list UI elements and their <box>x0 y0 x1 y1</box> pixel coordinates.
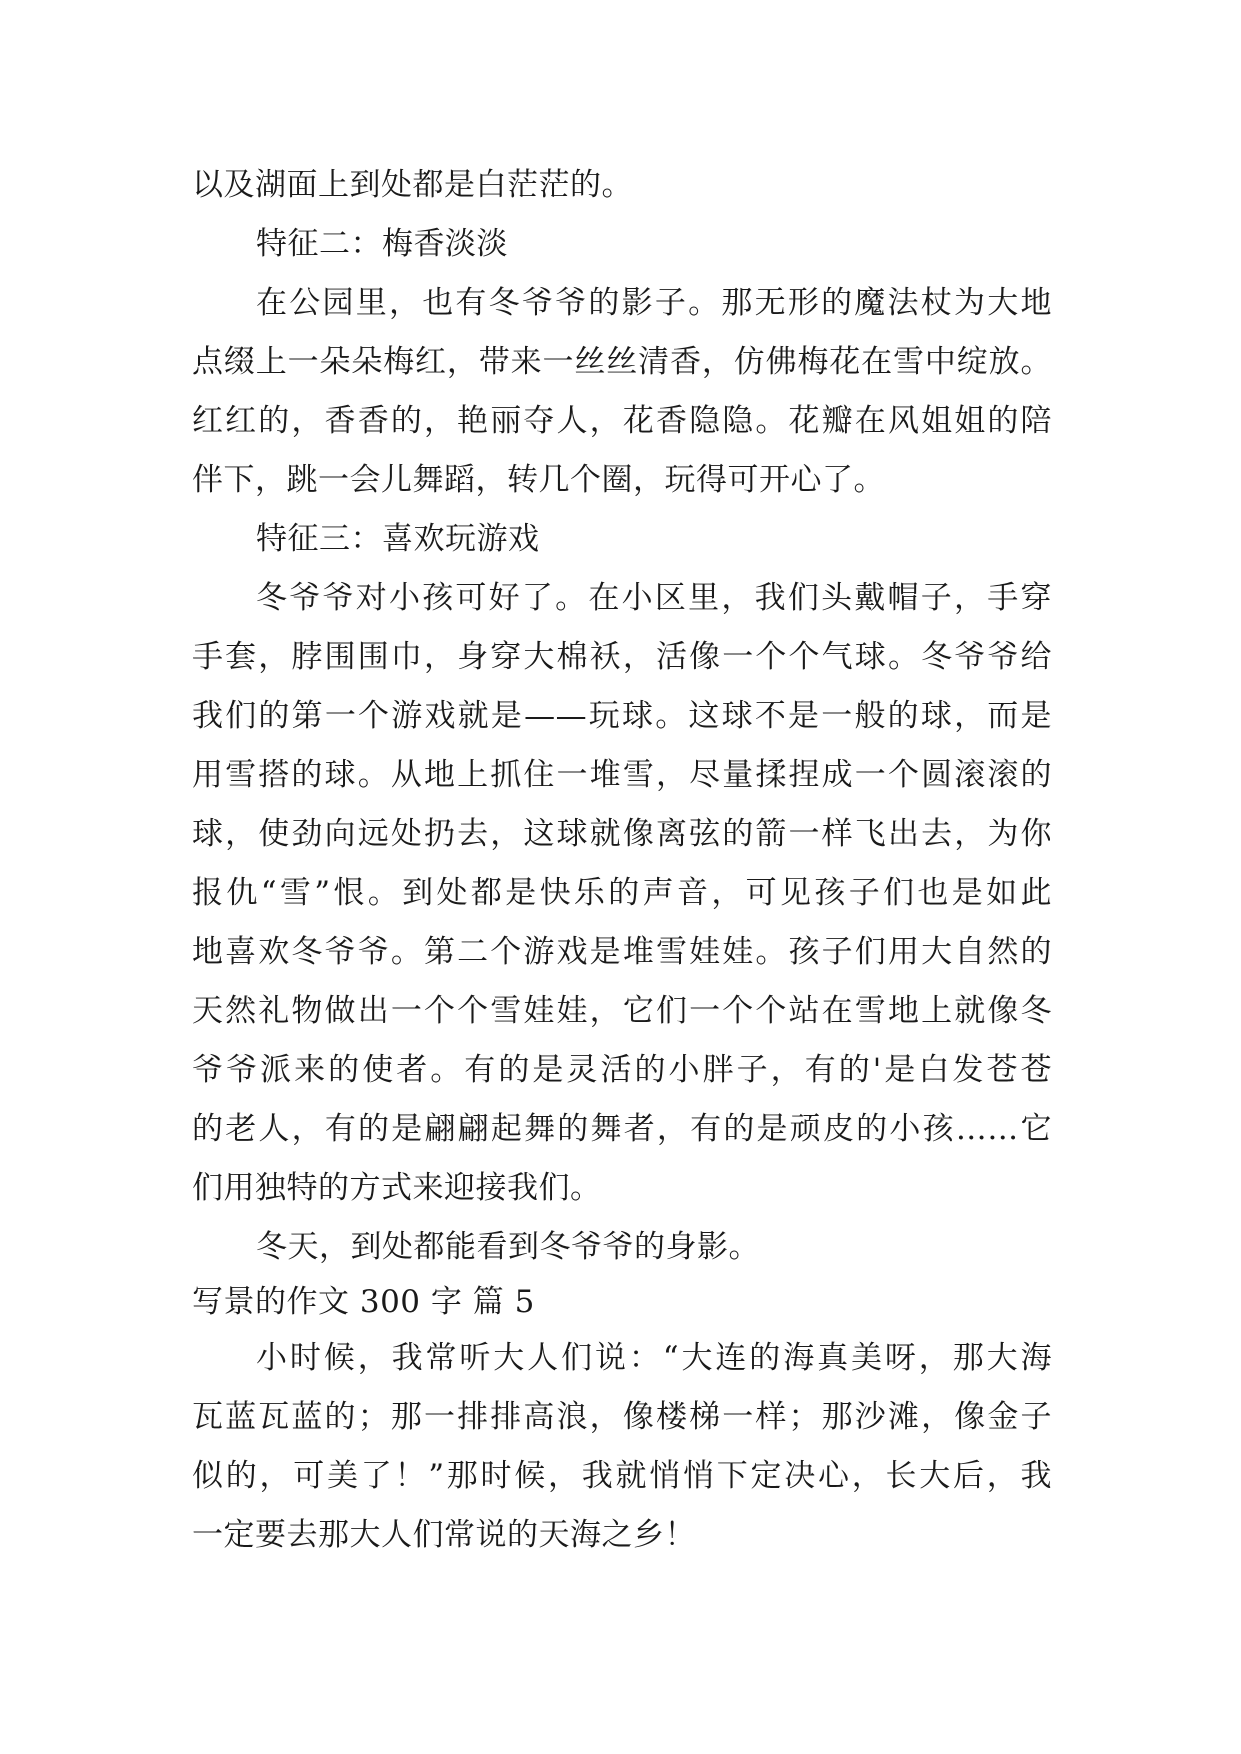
text-line: 红红的，香香的，艳丽夺人，花香隐隐。花瓣在风姐姐的陪 <box>192 403 1052 439</box>
text-line: 冬天，到处都能看到冬爷爷的身影。 <box>256 1229 760 1265</box>
section-heading: 特征三：喜欢玩游戏 <box>256 521 540 557</box>
text-line: 点缀上一朵朵梅红，带来一丝丝清香，仿佛梅花在雪中绽放。 <box>192 344 1052 380</box>
text-line: 用雪搭的球。从地上抓住一堆雪，尽量揉捏成一个圆滚滚的 <box>192 757 1052 793</box>
text-line: 们用独特的方式来迎接我们。 <box>192 1170 602 1206</box>
text-line: 爷爷派来的使者。有的是灵活的小胖子，有的'是白发苍苍 <box>192 1052 1052 1088</box>
text-line: 地喜欢冬爷爷。第二个游戏是堆雪娃娃。孩子们用大自然的 <box>192 934 1052 970</box>
text-line: 以及湖面上到处都是白茫茫的。 <box>192 167 633 203</box>
text-line: 球，使劲向远处扔去，这球就像离弦的箭一样飞出去，为你 <box>192 816 1052 852</box>
article-title: 写景的作文 300 字 篇 5 <box>192 1284 535 1320</box>
text-line: 的老人，有的是翩翩起舞的舞者，有的是顽皮的小孩……它 <box>192 1111 1052 1147</box>
text-line: 我们的第一个游戏就是——玩球。这球不是一般的球，而是 <box>192 698 1052 734</box>
text-line: 冬爷爷对小孩可好了。在小区里，我们头戴帽子，手穿 <box>256 580 1052 616</box>
text-line: 在公园里，也有冬爷爷的影子。那无形的魔法杖为大地 <box>256 285 1052 321</box>
text-line: 伴下，跳一会儿舞蹈，转几个圈，玩得可开心了。 <box>192 462 885 498</box>
text-line: 天然礼物做出一个个雪娃娃，它们一个个站在雪地上就像冬 <box>192 993 1052 1029</box>
section-heading: 特征二：梅香淡淡 <box>256 226 508 262</box>
text-line: 似的，可美了！”那时候，我就悄悄下定决心，长大后，我 <box>192 1458 1052 1494</box>
text-line: 瓦蓝瓦蓝的；那一排排高浪，像楼梯一样；那沙滩，像金子 <box>192 1399 1052 1435</box>
text-line: 手套，脖围围巾，身穿大棉袄，活像一个个气球。冬爷爷给 <box>192 639 1052 675</box>
text-line: 小时候，我常听大人们说：“大连的海真美呀，那大海 <box>256 1340 1052 1376</box>
text-line: 报仇“雪”恨。到处都是快乐的声音，可见孩子们也是如此 <box>192 875 1052 911</box>
text-line: 一定要去那大人们常说的天海之乡！ <box>192 1517 696 1553</box>
